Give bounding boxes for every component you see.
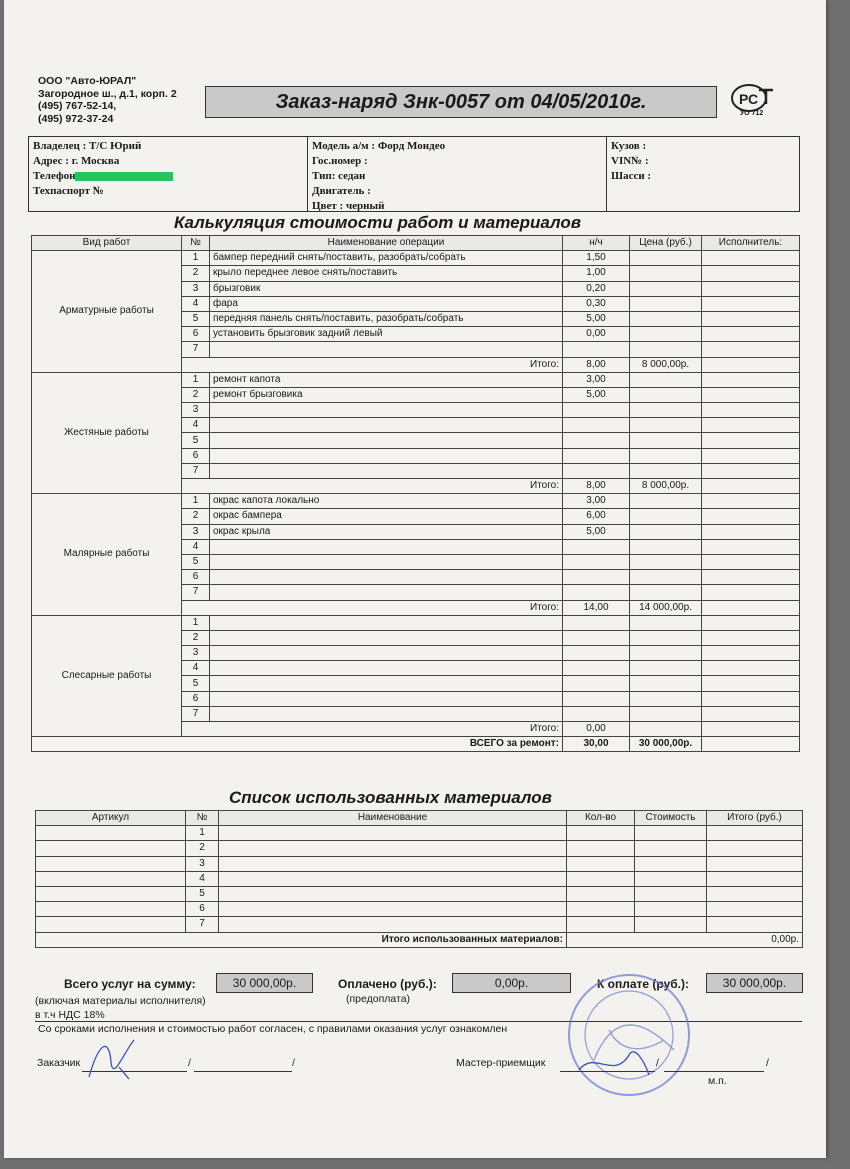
col-cost: Стоимость bbox=[635, 811, 707, 826]
svg-text:РС: РС bbox=[739, 91, 759, 107]
hours-value bbox=[563, 403, 630, 418]
hours-value: 0,30 bbox=[563, 296, 630, 311]
cost-value bbox=[635, 917, 707, 932]
price-value bbox=[630, 372, 702, 387]
price-value bbox=[630, 342, 702, 357]
col-number: № bbox=[186, 811, 219, 826]
executor-value bbox=[702, 615, 800, 630]
material-row bbox=[36, 826, 803, 841]
row-number: 5 bbox=[182, 554, 210, 569]
total-value bbox=[707, 826, 803, 841]
work-group-name: Слесарные работы bbox=[32, 615, 182, 737]
operation-name: ремонт брызговика bbox=[210, 387, 563, 402]
group-total-hours: 14,00 bbox=[563, 600, 630, 615]
operation-name: установить брызговик задний левый bbox=[210, 327, 563, 342]
group-total-executor bbox=[702, 479, 800, 494]
row-number: 3 bbox=[186, 856, 219, 871]
phone-label: Телефон bbox=[33, 170, 76, 182]
master-slash-2: / bbox=[766, 1057, 769, 1069]
customer-slash-2: / bbox=[292, 1057, 295, 1069]
hours-value: 0,00 bbox=[563, 327, 630, 342]
stamp-place-label: м.п. bbox=[708, 1075, 727, 1087]
group-total-executor bbox=[702, 722, 800, 737]
executor-value bbox=[702, 327, 800, 342]
executor-value bbox=[702, 676, 800, 691]
hours-value: 5,00 bbox=[563, 524, 630, 539]
hours-value bbox=[563, 570, 630, 585]
company-phone-1: (495) 767-52-14, bbox=[38, 100, 117, 112]
customer-label: Заказчик bbox=[37, 1057, 81, 1069]
article-value bbox=[36, 902, 186, 917]
row-number: 6 bbox=[186, 902, 219, 917]
material-row bbox=[36, 856, 803, 871]
row-number: 3 bbox=[182, 281, 210, 296]
cost-value bbox=[635, 902, 707, 917]
tech-passport: Техпаспорт № bbox=[33, 185, 104, 197]
executor-value bbox=[702, 524, 800, 539]
price-value bbox=[630, 403, 702, 418]
executor-value bbox=[702, 342, 800, 357]
hours-value bbox=[563, 630, 630, 645]
body-number: Кузов : bbox=[611, 140, 647, 152]
operation-name bbox=[210, 676, 563, 691]
materials-total-row bbox=[36, 932, 803, 947]
group-total-executor bbox=[702, 600, 800, 615]
operation-name bbox=[210, 539, 563, 554]
services-note: (включая материалы исполнителя) bbox=[35, 995, 206, 1007]
company-phone-2: (495) 972-37-24 bbox=[38, 112, 114, 125]
executor-value bbox=[702, 646, 800, 661]
work-group-name: Малярные работы bbox=[32, 494, 182, 616]
vehicle-engine: Двигатель : bbox=[312, 185, 371, 197]
group-total-label: Итого: bbox=[182, 357, 563, 372]
materials-total-label: Итого использованных материалов: bbox=[36, 932, 567, 947]
executor-value bbox=[702, 266, 800, 281]
hours-value bbox=[563, 706, 630, 721]
hours-value: 5,00 bbox=[563, 387, 630, 402]
col-executor: Исполнитель: bbox=[702, 236, 800, 251]
operation-name: фара bbox=[210, 296, 563, 311]
row-number: 1 bbox=[182, 615, 210, 630]
row-number: 6 bbox=[182, 570, 210, 585]
hours-value: 0,20 bbox=[563, 281, 630, 296]
operation-name bbox=[210, 342, 563, 357]
services-label: Всего услуг на сумму: bbox=[64, 977, 196, 991]
paid-label: Оплачено (руб.): bbox=[338, 977, 437, 991]
col-quantity: Кол-во bbox=[567, 811, 635, 826]
operation-name: передняя панель снять/поставить, разобрать/собрать bbox=[210, 311, 563, 326]
price-value bbox=[630, 630, 702, 645]
master-label: Мастер-приемщик bbox=[456, 1057, 546, 1069]
executor-value bbox=[702, 539, 800, 554]
works-header-row bbox=[32, 236, 800, 251]
row-number: 5 bbox=[182, 433, 210, 448]
hours-value bbox=[563, 691, 630, 706]
work-row bbox=[32, 615, 800, 630]
executor-value bbox=[702, 418, 800, 433]
executor-value bbox=[702, 554, 800, 569]
material-name bbox=[219, 917, 567, 932]
price-value bbox=[630, 706, 702, 721]
operation-name bbox=[210, 418, 563, 433]
material-name bbox=[219, 826, 567, 841]
operation-name bbox=[210, 433, 563, 448]
vehicle-plate: Гос.номер : bbox=[312, 155, 368, 167]
price-value bbox=[630, 433, 702, 448]
chassis-number: Шасси : bbox=[611, 170, 652, 182]
works-section-title: Калькуляция стоимости работ и материалов bbox=[174, 213, 582, 232]
row-number: 2 bbox=[182, 509, 210, 524]
row-number: 7 bbox=[182, 463, 210, 478]
info-block bbox=[28, 136, 800, 212]
group-total-price: 8 000,00р. bbox=[630, 357, 702, 372]
cost-value bbox=[635, 841, 707, 856]
hours-value: 6,00 bbox=[563, 509, 630, 524]
operation-name: окрас крыла bbox=[210, 524, 563, 539]
row-number: 2 bbox=[182, 266, 210, 281]
article-value bbox=[36, 841, 186, 856]
operation-name: ремонт капота bbox=[210, 372, 563, 387]
hours-value bbox=[563, 448, 630, 463]
grand-total-executor bbox=[702, 737, 800, 752]
price-value bbox=[630, 327, 702, 342]
row-number: 4 bbox=[182, 661, 210, 676]
operation-name bbox=[210, 630, 563, 645]
price-value bbox=[630, 691, 702, 706]
total-value bbox=[707, 856, 803, 871]
executor-value bbox=[702, 494, 800, 509]
group-total-price bbox=[630, 722, 702, 737]
works-table bbox=[31, 235, 800, 752]
row-number: 1 bbox=[186, 826, 219, 841]
quantity-value bbox=[567, 856, 635, 871]
hours-value bbox=[563, 418, 630, 433]
operation-name bbox=[210, 691, 563, 706]
row-number: 7 bbox=[182, 706, 210, 721]
vat-note: в т.ч НДС 18% bbox=[35, 1009, 105, 1021]
cost-value bbox=[635, 826, 707, 841]
operation-name bbox=[210, 403, 563, 418]
work-row bbox=[32, 251, 800, 266]
row-number: 5 bbox=[186, 886, 219, 901]
col-hours: н/ч bbox=[563, 236, 630, 251]
material-row bbox=[36, 841, 803, 856]
master-name-line bbox=[664, 1071, 764, 1072]
article-value bbox=[36, 886, 186, 901]
operation-name: бампер передний снять/поставить, разобрать/собрать bbox=[210, 251, 563, 266]
owner: Владелец : Т/С Юрий bbox=[33, 140, 142, 152]
paid-note: (предоплата) bbox=[346, 993, 411, 1005]
material-name bbox=[219, 902, 567, 917]
operation-name: окрас капота локально bbox=[210, 494, 563, 509]
redaction-mark bbox=[75, 172, 173, 181]
material-row bbox=[36, 902, 803, 917]
operation-name bbox=[210, 615, 563, 630]
hours-value bbox=[563, 433, 630, 448]
total-value bbox=[707, 871, 803, 886]
group-total-hours: 0,00 bbox=[563, 722, 630, 737]
executor-value bbox=[702, 570, 800, 585]
price-value bbox=[630, 585, 702, 600]
price-value bbox=[630, 494, 702, 509]
hours-value bbox=[563, 342, 630, 357]
price-value bbox=[630, 554, 702, 569]
materials-section-title: Список использованных материалов bbox=[229, 788, 552, 807]
executor-value bbox=[702, 448, 800, 463]
price-value bbox=[630, 539, 702, 554]
row-number: 1 bbox=[182, 251, 210, 266]
cost-value bbox=[635, 871, 707, 886]
grand-total-row bbox=[32, 737, 800, 752]
material-row bbox=[36, 871, 803, 886]
quantity-value bbox=[567, 902, 635, 917]
work-group-name: Жестяные работы bbox=[32, 372, 182, 494]
total-value bbox=[707, 917, 803, 932]
row-number: 3 bbox=[182, 646, 210, 661]
row-number: 1 bbox=[182, 372, 210, 387]
price-value bbox=[630, 418, 702, 433]
price-value bbox=[630, 615, 702, 630]
price-value bbox=[630, 463, 702, 478]
executor-value bbox=[702, 463, 800, 478]
col-material-name: Наименование bbox=[219, 811, 567, 826]
price-value bbox=[630, 509, 702, 524]
hours-value: 3,00 bbox=[563, 494, 630, 509]
material-name bbox=[219, 871, 567, 886]
executor-value bbox=[702, 311, 800, 326]
operation-name bbox=[210, 570, 563, 585]
price-value bbox=[630, 661, 702, 676]
row-number: 2 bbox=[182, 387, 210, 402]
company-block bbox=[38, 75, 177, 125]
client-column bbox=[29, 137, 308, 211]
agreement-text: Со сроками исполнения и стоимостью работ согласен, с правилами оказания услуг ознакомлен bbox=[38, 1023, 508, 1035]
quantity-value bbox=[567, 886, 635, 901]
group-total-price: 8 000,00р. bbox=[630, 479, 702, 494]
price-value bbox=[630, 524, 702, 539]
row-number: 3 bbox=[182, 403, 210, 418]
hours-value: 5,00 bbox=[563, 311, 630, 326]
operation-name: брызговик bbox=[210, 281, 563, 296]
executor-value bbox=[702, 630, 800, 645]
article-value bbox=[36, 871, 186, 886]
cost-value bbox=[635, 886, 707, 901]
vehicle-model: Модель а/м : Форд Мондео bbox=[312, 140, 446, 152]
executor-value bbox=[702, 585, 800, 600]
operation-name bbox=[210, 448, 563, 463]
col-total: Итого (руб.) bbox=[707, 811, 803, 826]
row-number: 5 bbox=[182, 311, 210, 326]
customer-name-line bbox=[194, 1071, 292, 1072]
services-total: 30 000,00р. bbox=[216, 973, 313, 993]
row-number: 7 bbox=[186, 917, 219, 932]
operation-name bbox=[210, 585, 563, 600]
col-price: Цена (руб.) bbox=[630, 236, 702, 251]
operation-name bbox=[210, 706, 563, 721]
executor-value bbox=[702, 403, 800, 418]
vehicle-column bbox=[308, 137, 607, 211]
group-total-label: Итого: bbox=[182, 722, 563, 737]
client-phone bbox=[33, 169, 303, 184]
client-address: Адрес : г. Москва bbox=[33, 155, 120, 167]
due-amount: 30 000,00р. bbox=[706, 973, 803, 993]
paid-amount: 0,00р. bbox=[452, 973, 571, 993]
hours-value bbox=[563, 539, 630, 554]
group-total-label: Итого: bbox=[182, 479, 563, 494]
company-address: Загородное ш., д.1, корп. 2 bbox=[38, 87, 177, 100]
group-total-price: 14 000,00р. bbox=[630, 600, 702, 615]
order-document bbox=[4, 0, 826, 1158]
hours-value bbox=[563, 615, 630, 630]
work-row bbox=[32, 494, 800, 509]
company-name: ООО "Авто-ЮРАЛ" bbox=[38, 75, 137, 87]
price-value bbox=[630, 251, 702, 266]
row-number: 6 bbox=[182, 691, 210, 706]
group-total-hours: 8,00 bbox=[563, 357, 630, 372]
material-name bbox=[219, 886, 567, 901]
materials-header-row bbox=[36, 811, 803, 826]
executor-value bbox=[702, 433, 800, 448]
executor-value bbox=[702, 661, 800, 676]
vehicle-color: Цвет : черный bbox=[312, 200, 385, 212]
price-value bbox=[630, 281, 702, 296]
row-number: 4 bbox=[182, 539, 210, 554]
row-number: 4 bbox=[182, 296, 210, 311]
price-value bbox=[630, 311, 702, 326]
row-number: 6 bbox=[182, 448, 210, 463]
row-number: 4 bbox=[182, 418, 210, 433]
grand-total-hours: 30,00 bbox=[563, 737, 630, 752]
row-number: 2 bbox=[182, 630, 210, 645]
customer-slash-1: / bbox=[188, 1057, 191, 1069]
executor-value bbox=[702, 251, 800, 266]
material-name bbox=[219, 856, 567, 871]
quantity-value bbox=[567, 826, 635, 841]
hours-value bbox=[563, 585, 630, 600]
vin-number: VIN№ : bbox=[611, 155, 649, 167]
article-value bbox=[36, 856, 186, 871]
executor-value bbox=[702, 706, 800, 721]
executor-value bbox=[702, 387, 800, 402]
price-value bbox=[630, 387, 702, 402]
col-operation: Наименование операции bbox=[210, 236, 563, 251]
row-number: 5 bbox=[182, 676, 210, 691]
executor-value bbox=[702, 372, 800, 387]
hours-value bbox=[563, 676, 630, 691]
price-value bbox=[630, 570, 702, 585]
hours-value: 3,00 bbox=[563, 372, 630, 387]
article-value bbox=[36, 917, 186, 932]
group-total-label: Итого: bbox=[182, 600, 563, 615]
material-row bbox=[36, 886, 803, 901]
material-name bbox=[219, 841, 567, 856]
cert-code: УО 712 bbox=[740, 110, 764, 117]
grand-total-label: ВСЕГО за ремонт: bbox=[32, 737, 563, 752]
row-number: 6 bbox=[182, 327, 210, 342]
customer-signature bbox=[79, 1032, 149, 1087]
materials-total-value: 0,00р. bbox=[567, 932, 803, 947]
hours-value bbox=[563, 646, 630, 661]
col-number: № bbox=[182, 236, 210, 251]
row-number: 4 bbox=[186, 871, 219, 886]
executor-value bbox=[702, 296, 800, 311]
work-row bbox=[32, 372, 800, 387]
operation-name bbox=[210, 661, 563, 676]
operation-name: крыло переднее левое снять/поставить bbox=[210, 266, 563, 281]
article-value bbox=[36, 826, 186, 841]
ids-column bbox=[607, 137, 799, 211]
row-number: 7 bbox=[182, 342, 210, 357]
operation-name bbox=[210, 463, 563, 478]
group-total-executor bbox=[702, 357, 800, 372]
price-value bbox=[630, 266, 702, 281]
col-article: Артикул bbox=[36, 811, 186, 826]
operation-name: окрас бампера bbox=[210, 509, 563, 524]
hours-value bbox=[563, 463, 630, 478]
col-work-type: Вид работ bbox=[32, 236, 182, 251]
materials-table bbox=[35, 810, 803, 948]
price-value bbox=[630, 448, 702, 463]
operation-name bbox=[210, 554, 563, 569]
quantity-value bbox=[567, 871, 635, 886]
row-number: 1 bbox=[182, 494, 210, 509]
total-value bbox=[707, 841, 803, 856]
hours-value: 1,50 bbox=[563, 251, 630, 266]
hours-value bbox=[563, 554, 630, 569]
executor-value bbox=[702, 691, 800, 706]
executor-value bbox=[702, 281, 800, 296]
work-group-name: Арматурные работы bbox=[32, 251, 182, 373]
total-value bbox=[707, 886, 803, 901]
master-slash-1: / bbox=[656, 1057, 659, 1069]
hours-value: 1,00 bbox=[563, 266, 630, 281]
price-value bbox=[630, 676, 702, 691]
row-number: 7 bbox=[182, 585, 210, 600]
row-number: 3 bbox=[182, 524, 210, 539]
grand-total-price: 30 000,00р. bbox=[630, 737, 702, 752]
total-value bbox=[707, 902, 803, 917]
group-total-hours: 8,00 bbox=[563, 479, 630, 494]
quantity-value bbox=[567, 841, 635, 856]
hours-value bbox=[563, 661, 630, 676]
row-number: 2 bbox=[186, 841, 219, 856]
document-title: Заказ-наряд Знк-0057 от 04/05/2010г. bbox=[205, 86, 717, 118]
vehicle-type: Тип: седан bbox=[312, 170, 366, 182]
due-label: К оплате (руб.): bbox=[597, 977, 689, 991]
material-row bbox=[36, 917, 803, 932]
master-signature bbox=[574, 1040, 654, 1085]
executor-value bbox=[702, 509, 800, 524]
price-value bbox=[630, 296, 702, 311]
cost-value bbox=[635, 856, 707, 871]
operation-name bbox=[210, 646, 563, 661]
quantity-value bbox=[567, 917, 635, 932]
price-value bbox=[630, 646, 702, 661]
